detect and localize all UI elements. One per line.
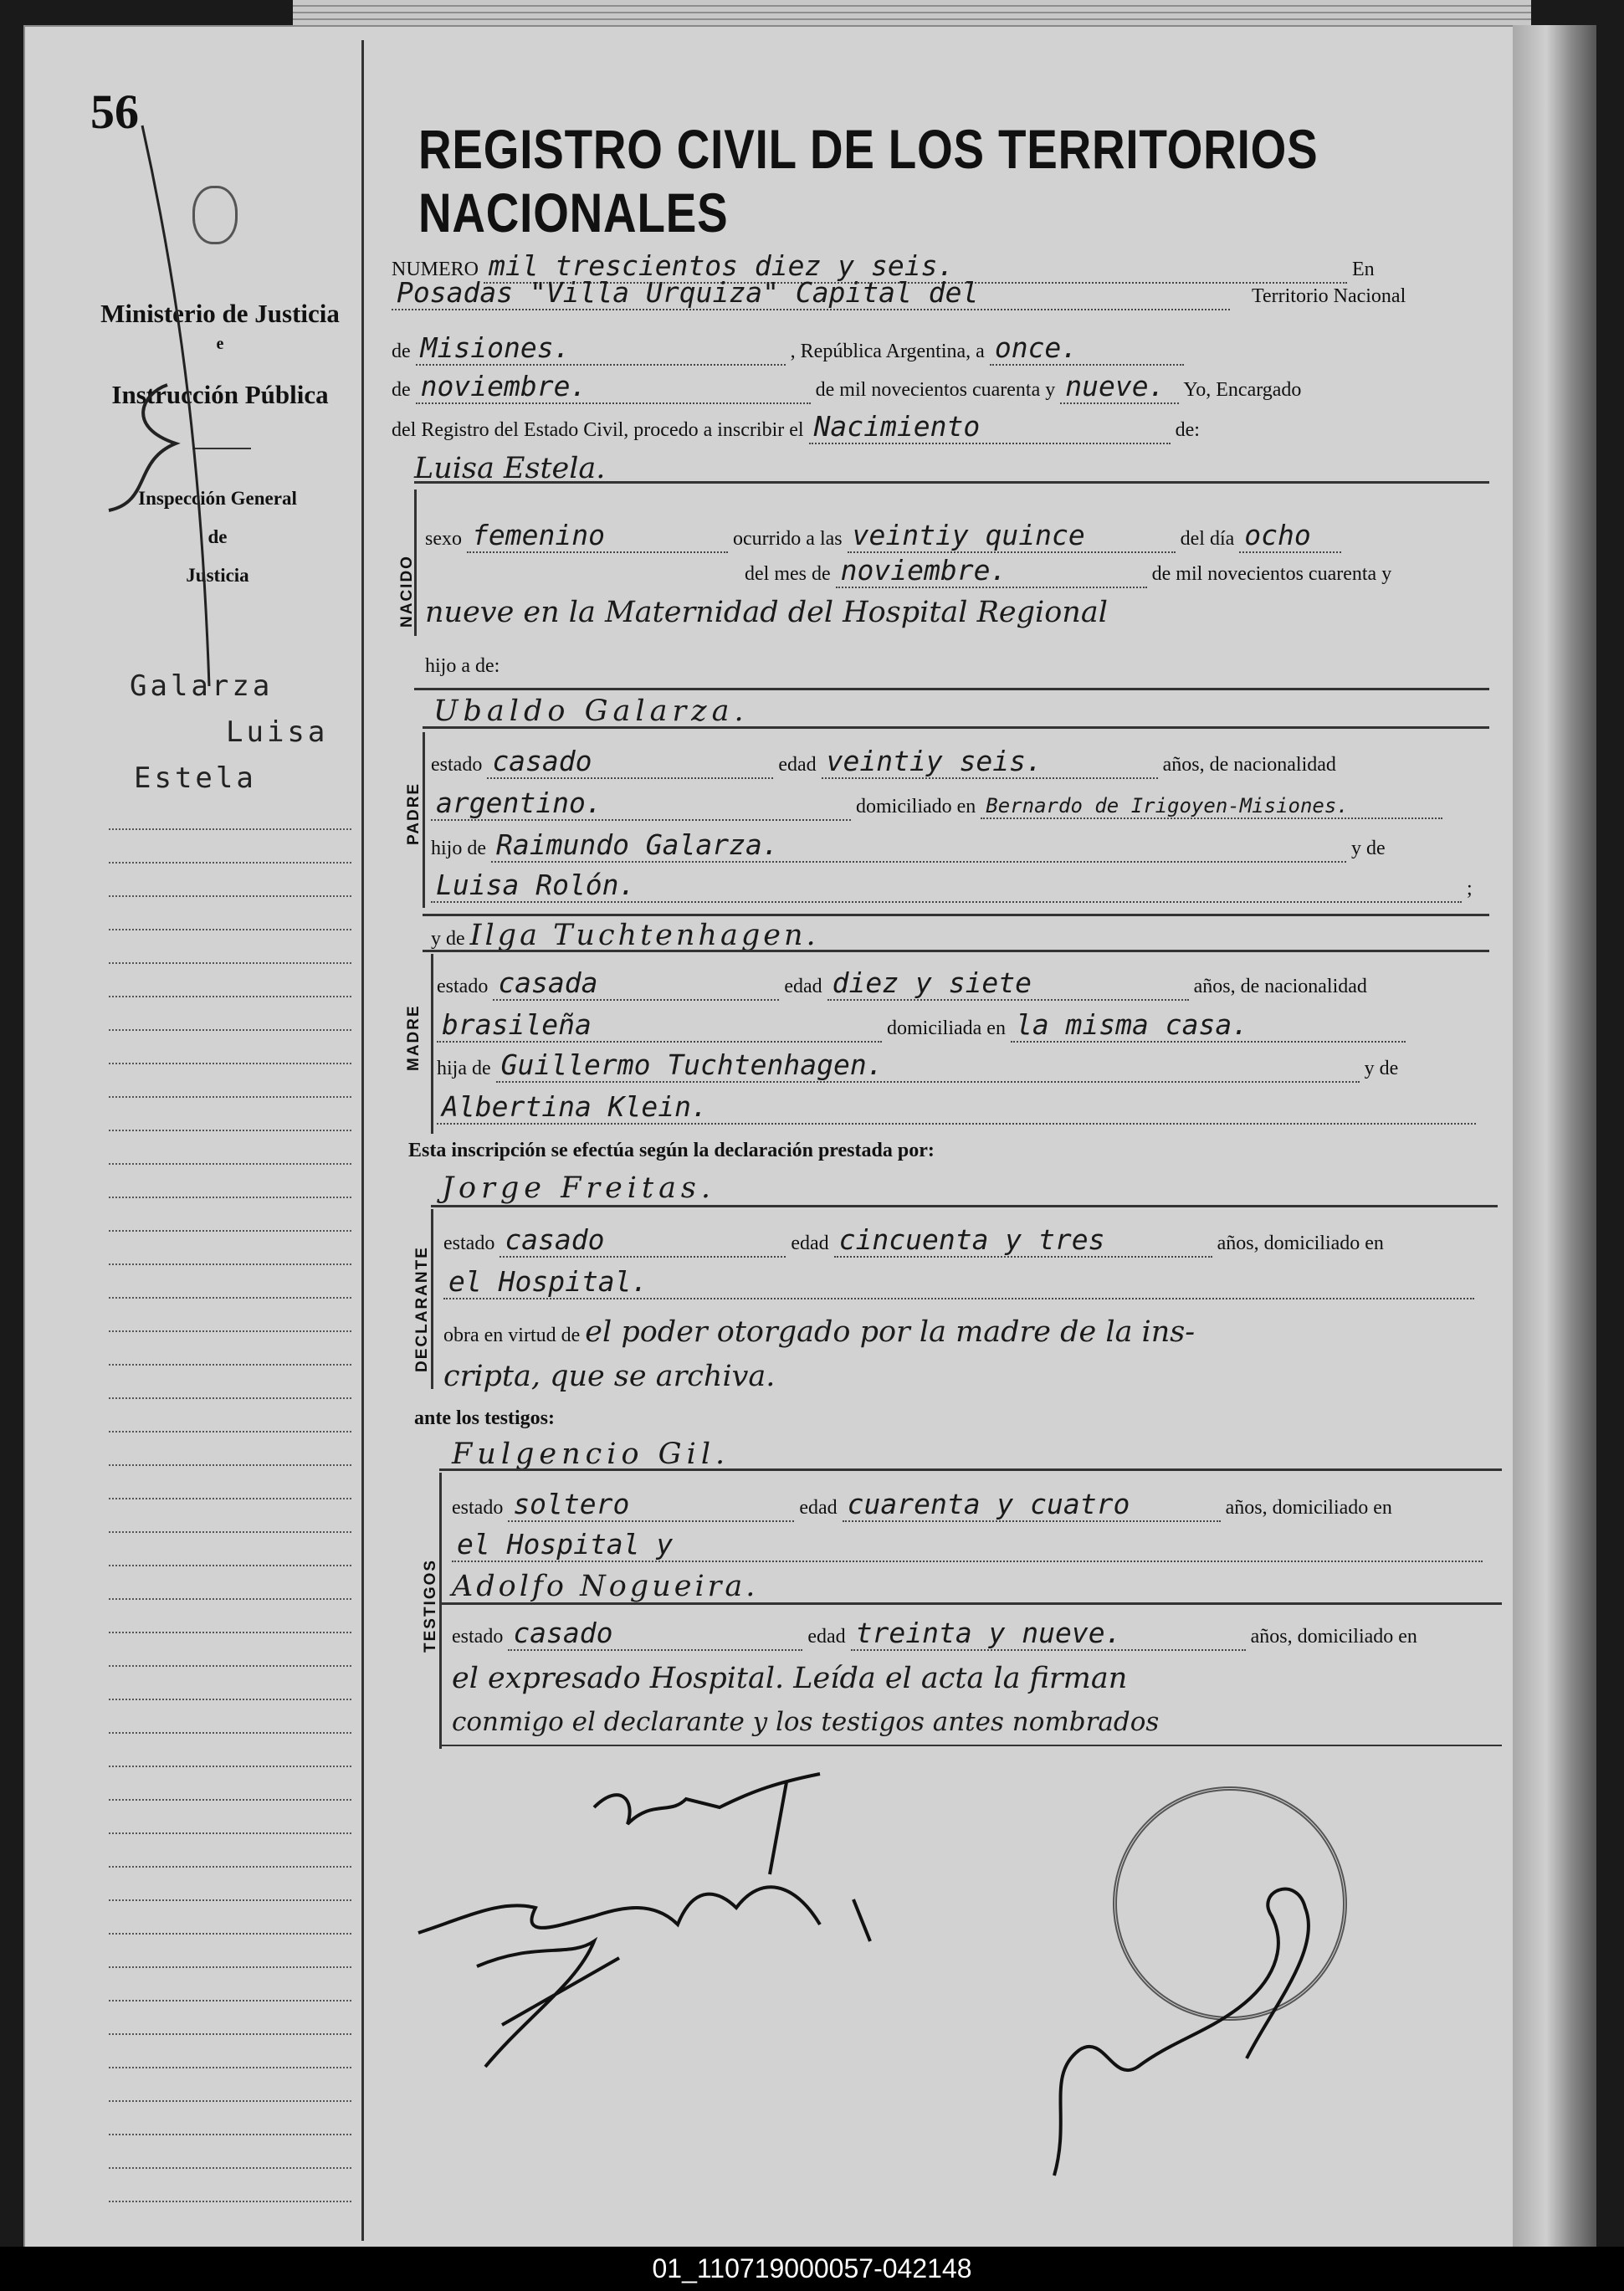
ministry-line-3: Instrucción Pública [111, 380, 329, 409]
field-mes: noviembre. [416, 370, 811, 404]
ministry-line-1: Ministerio de Justicia [100, 299, 340, 328]
margin-rule-line [109, 1966, 351, 1968]
field-padre-estado: casado [487, 745, 773, 779]
field-numero: mil trescientos diez y seis. [484, 249, 1347, 284]
label-de-1: de [392, 341, 411, 362]
margin-rule-line [109, 1832, 351, 1834]
label-territorio: Territorio Nacional [1252, 285, 1406, 307]
label-hija-de: hija de [437, 1058, 491, 1079]
margin-rule-line [109, 1096, 351, 1098]
label-republica: , República Argentina, a [790, 341, 985, 362]
row-madre-madre [437, 1090, 1476, 1125]
signatures [402, 1749, 987, 2184]
field-madre-madre: Albertina Klein. [437, 1090, 1476, 1125]
label-estado-padre: estado [431, 754, 483, 776]
margin-rule-line [109, 1063, 351, 1064]
field-sexo: femenino [467, 519, 728, 553]
row-padre-madre [431, 869, 1473, 903]
ministry-line-2: e [216, 335, 224, 353]
label-obra: obra en virtud de [443, 1325, 581, 1346]
label-del-mes: del mes de [745, 563, 831, 585]
field-dia-nac: ocho [1239, 519, 1341, 553]
field-declarante-nombre: Jorge Freitas. [442, 1171, 716, 1205]
row-hijo [425, 655, 499, 678]
field-padre-nombre: Ubaldo Galarza. [433, 694, 749, 728]
inspection-line-3: Justicia [186, 565, 249, 586]
margin-rule-line [109, 1364, 351, 1366]
rule-testigo2 [439, 1602, 1502, 1605]
rule-nacido [414, 688, 1489, 690]
label-testigos: ante los testigos: [414, 1407, 555, 1429]
field-testigo2-nombre: Adolfo Nogueira. [452, 1570, 759, 1603]
row-sexo [425, 519, 1341, 553]
field-testigo1-domicilio: el Hospital y [452, 1528, 1483, 1562]
label-inscripcion: Esta inscripción se efectúa según la declaración prestada por: [408, 1140, 935, 1161]
row-madre-nombre [431, 919, 819, 952]
margin-rule-line [109, 1565, 351, 1566]
field-madre-estado: casada [493, 966, 779, 1001]
label-anos-dom-testigo2: años, domiciliado en [1250, 1626, 1417, 1648]
field-lugar: Posadas "Villa Urquiza" Capital del [392, 276, 1230, 310]
row-testigo2-estado [452, 1617, 1417, 1651]
margin-rule-line [109, 1029, 351, 1031]
field-padre-edad: veintiy seis. [822, 745, 1158, 779]
rule-nombre [414, 481, 1489, 484]
page-stack-edge [293, 0, 1531, 28]
label-edad-declarante: edad [791, 1233, 829, 1254]
margin-rule-line [109, 1397, 351, 1399]
field-padre-domicilio: Bernardo de Irigoyen-Misiones. [981, 794, 1442, 819]
row-testigo1-domicilio [452, 1528, 1483, 1562]
margin-rule-line [109, 1197, 351, 1198]
row-declarante-obra [443, 1315, 1195, 1349]
section-label-declarante: DECLARANTE [413, 1246, 431, 1372]
label-ocurrido: ocurrido a las [733, 528, 843, 550]
section-madre-bracket [431, 954, 433, 1134]
label-de-2: de [392, 379, 411, 401]
row-madre-domicilio [437, 1008, 1406, 1043]
margin-rule-line [109, 1766, 351, 1767]
row-mes-nac [745, 554, 1391, 588]
field-dia: once. [990, 331, 1184, 366]
label-domiciliado-padre: domiciliado en [856, 796, 976, 817]
label-edad-madre: edad [784, 976, 822, 997]
field-testigo1-nombre: Fulgencio Gil. [452, 1438, 730, 1471]
field-declarante-estado: casado [499, 1223, 786, 1258]
book-spine-edge [1513, 25, 1596, 2247]
row-territorio [392, 331, 1184, 366]
field-territorio: Misiones. [416, 331, 786, 366]
margin-note-name: Luisa [226, 715, 329, 749]
field-testigo1-estado: soltero [508, 1488, 794, 1522]
field-mes-nac: noviembre. [836, 554, 1147, 588]
field-madre-nombre: Ilga Tuchtenhagen. [469, 919, 819, 952]
margin-rule-line [109, 2100, 351, 2102]
margin-rule-line [109, 1163, 351, 1165]
inspection-line-2: de [207, 526, 228, 547]
margin-rule-line [109, 1598, 351, 1600]
row-padre-domicilio [431, 787, 1442, 821]
label-hijo-de: hijo de [431, 838, 486, 859]
field-madre-nacionalidad: brasileña [437, 1008, 882, 1043]
margin-rule-line [109, 1665, 351, 1667]
margin-rule-line [109, 2000, 351, 2001]
document-title: REGISTRO CIVIL DE LOS TERRITORIOS NACIONALES [418, 118, 1319, 243]
margin-rule-line [109, 1230, 351, 1232]
margin-rule-line [109, 2201, 351, 2202]
row-inscripcion [408, 1140, 935, 1162]
row-padre-estado [431, 745, 1336, 779]
label-anos-dom-testigo1: años, domiciliado en [1225, 1497, 1392, 1519]
margin-rule-line [109, 1866, 351, 1868]
label-edad-testigo2: edad [807, 1626, 846, 1648]
label-anos-nac-padre: años, de nacionalidad [1162, 754, 1336, 776]
label-edad-testigo1: edad [799, 1497, 838, 1519]
label-del-dia: del día [1180, 528, 1235, 550]
rule-declarante-nombre [431, 1205, 1498, 1207]
margin-rule-line [109, 2167, 351, 2169]
label-de-mil: de mil novecientos cuarenta y [815, 379, 1056, 401]
field-cierre-1: el expresado Hospital. Leída el acta la firman [452, 1662, 1128, 1695]
row-testigo2-nombre [452, 1570, 758, 1603]
field-testigo1-edad: cuarenta y cuatro [843, 1488, 1221, 1522]
row-cierre-2 [452, 1707, 1159, 1737]
label-estado-declarante: estado [443, 1233, 495, 1254]
margin-rule-line [109, 895, 351, 897]
label-y-de-madre: y de [431, 928, 465, 950]
margin-rule-line [109, 1431, 351, 1433]
field-cierre-2: conmigo el declarante y los testigos antes nombrados [452, 1707, 1160, 1737]
field-hora: veintiy quince [848, 519, 1176, 553]
margin-rule-line [109, 1933, 351, 1935]
margin-note-surname: Galarza [130, 669, 274, 703]
row-testigo1-estado [452, 1488, 1392, 1522]
label-estado-madre: estado [437, 976, 489, 997]
rule-madre-nombre [423, 950, 1489, 952]
section-label-testigos: TESTIGOS [422, 1558, 439, 1653]
row-declarante-nombre [442, 1171, 715, 1205]
section-label-nacido: NACIDO [398, 555, 416, 628]
row-madre-padre [437, 1048, 1398, 1083]
page-number: 56 [90, 85, 139, 139]
rule-padre [423, 914, 1489, 916]
margin-rule-line [109, 1263, 351, 1265]
label-y-de-padre: y de [1351, 838, 1386, 859]
label-yo: Yo, Encargado [1183, 379, 1302, 401]
margin-rule-line [109, 962, 351, 964]
margin-rule-line [109, 862, 351, 864]
field-lugar-nac: nueve en la Maternidad del Hospital Regional [425, 596, 1108, 629]
section-label-madre: MADRE [405, 1004, 423, 1071]
field-padre-madre: Luisa Rolón. [431, 869, 1462, 903]
row-lugar-nac [425, 596, 1108, 629]
field-padre-nacionalidad: argentino. [431, 787, 851, 821]
label-anos-dom-declarante: años, domiciliado en [1217, 1233, 1384, 1254]
margin-rule-line [109, 1330, 351, 1332]
field-declarante-obra-2: cripta, que se archiva. [443, 1360, 776, 1393]
label-semicolon: ; [1467, 878, 1473, 899]
row-cierre-1 [452, 1662, 1127, 1695]
margin-rule-line [109, 1899, 351, 1901]
field-nombre: Luisa Estela. [414, 452, 606, 485]
section-label-padre: PADRE [405, 782, 423, 845]
label-sexo: sexo [425, 528, 462, 550]
label-en: En [1352, 259, 1375, 280]
row-testigo1-nombre [452, 1438, 730, 1471]
row-declarante-estado [443, 1223, 1384, 1258]
label-de-3: de: [1175, 419, 1200, 441]
margin-rule-line [109, 828, 351, 830]
label-domiciliada-madre: domiciliada en [887, 1017, 1006, 1039]
margin-divider [361, 40, 364, 2241]
margin-rule-line [109, 1464, 351, 1466]
image-id-footer: 01_110719000057-042148 [0, 2247, 1624, 2291]
row-testigos [414, 1407, 555, 1430]
margin-note-second-name: Estela [134, 761, 257, 795]
row-padre-padre [431, 828, 1386, 863]
margin-rule-line [109, 1699, 351, 1700]
row-lugar [392, 276, 1406, 310]
row-padre-nombre [433, 694, 749, 728]
label-anos-nac-madre: años, de nacionalidad [1193, 976, 1367, 997]
margin-rule-line [109, 1531, 351, 1533]
label-registro: del Registro del Estado Civil, procedo a inscribir el [392, 419, 804, 441]
margin-rule-line [109, 1498, 351, 1499]
label-y-de-madre-2: y de [1364, 1058, 1399, 1079]
margin-rule-line [109, 2134, 351, 2135]
label-estado-testigo2: estado [452, 1626, 504, 1648]
field-madre-edad: diez y siete [827, 966, 1189, 1001]
margin-rule-line [109, 929, 351, 930]
field-anio: nueve. [1060, 370, 1179, 404]
rule-testigo1 [439, 1468, 1502, 1471]
margin-signature [75, 109, 243, 694]
field-declarante-edad: cincuenta y tres [834, 1223, 1212, 1258]
row-fecha [392, 370, 1301, 404]
margin-rule-line [109, 1297, 351, 1299]
row-nombre [414, 452, 605, 485]
margin-rule-line [109, 996, 351, 997]
label-de-mil-2: de mil novecientos cuarenta y [1151, 563, 1392, 585]
row-declarante-domicilio [443, 1265, 1474, 1299]
label-estado-testigo1: estado [452, 1497, 504, 1519]
field-declarante-obra: el poder otorgado por la madre de la ins- [585, 1315, 1196, 1349]
rule-cierre [439, 1745, 1502, 1746]
row-declarante-obra-2 [443, 1360, 775, 1393]
field-testigo2-edad: treinta y nueve. [851, 1617, 1246, 1651]
label-numero: NUMERO [392, 259, 479, 280]
row-acto [392, 410, 1200, 444]
field-testigo2-estado: casado [508, 1617, 802, 1651]
officer-signature [1021, 1841, 1355, 2192]
margin-rule-line [109, 2067, 351, 2068]
row-madre-estado [437, 966, 1367, 1001]
margin-rule-line [109, 1130, 351, 1131]
margin-rule-line [109, 1632, 351, 1633]
margin-rule-line [109, 1799, 351, 1801]
margin-rule-line [109, 2033, 351, 2035]
field-padre-padre: Raimundo Galarza. [491, 828, 1346, 863]
field-declarante-domicilio: el Hospital. [443, 1265, 1474, 1299]
label-edad-padre: edad [778, 754, 817, 776]
field-madre-domicilio: la misma casa. [1011, 1008, 1406, 1043]
field-madre-padre: Guillermo Tuchtenhagen. [496, 1048, 1360, 1083]
field-acto: Nacimiento [809, 410, 1171, 444]
rule-padre-nombre [423, 726, 1489, 729]
margin-rule-line [109, 1732, 351, 1734]
label-hijo-a: hijo a de: [425, 655, 500, 677]
inspection-line-1: Inspección General [138, 488, 297, 509]
